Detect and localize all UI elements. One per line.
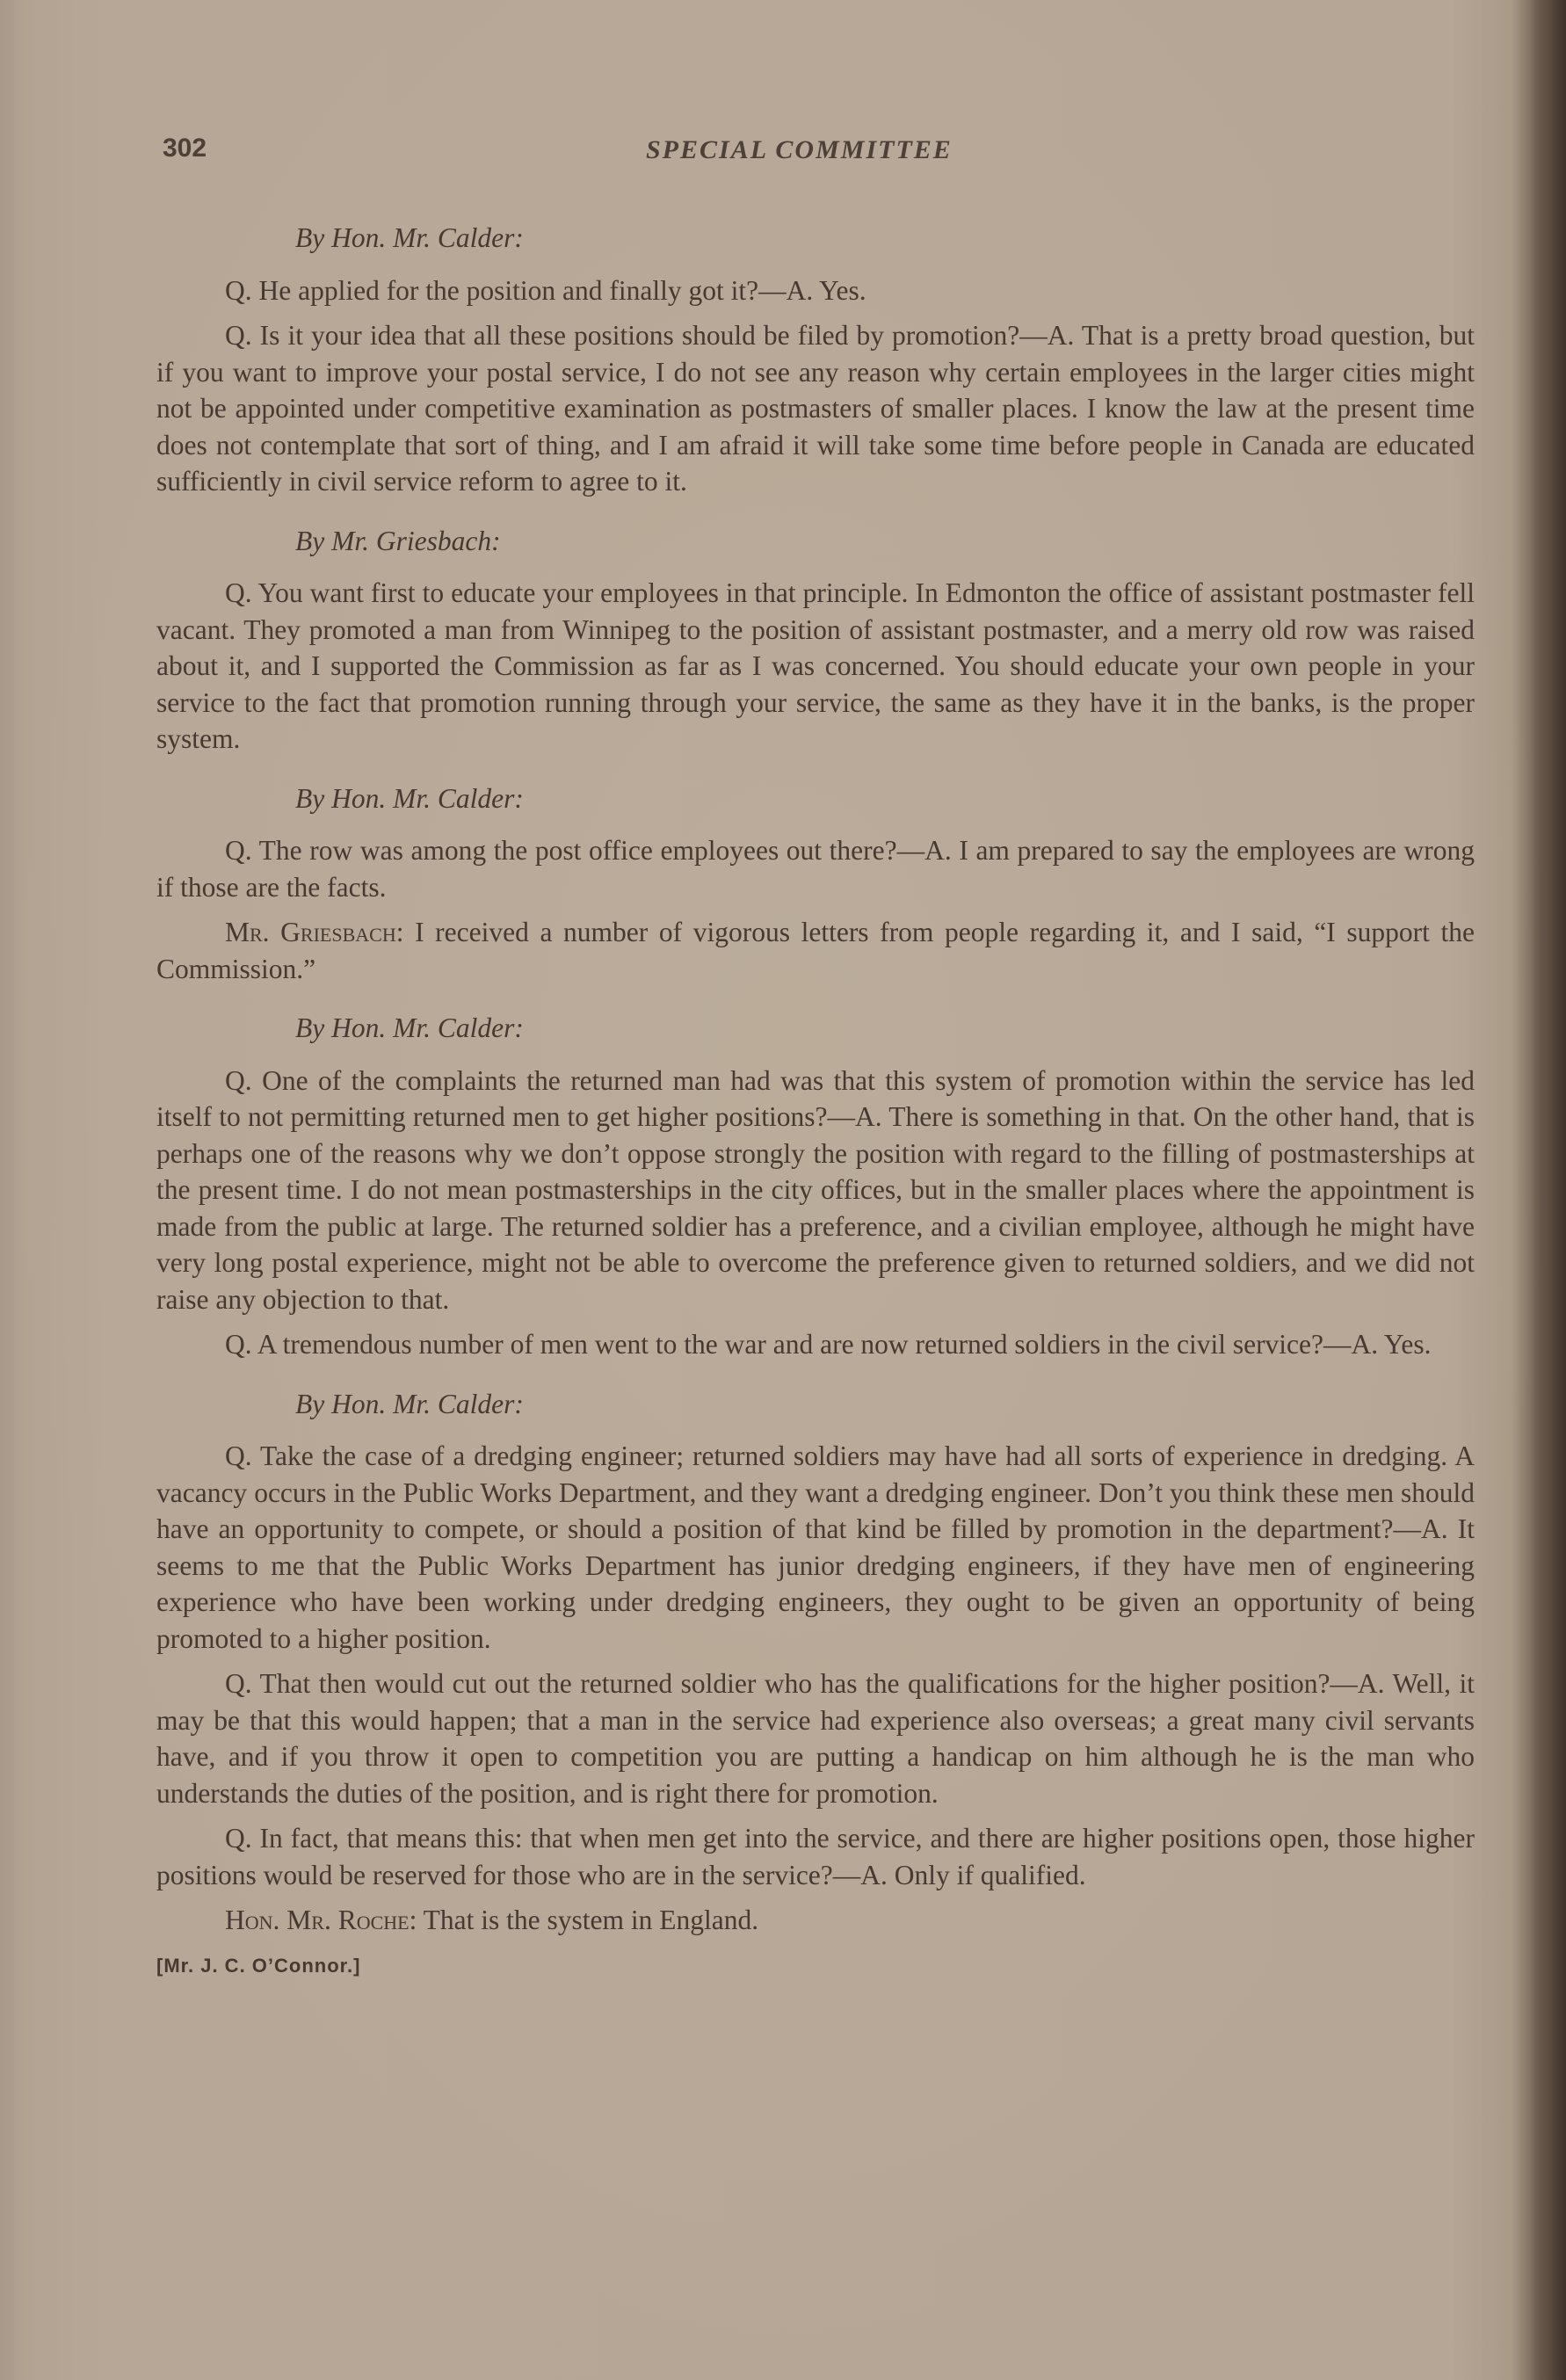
speaker-heading: By Hon. Mr. Calder: bbox=[295, 782, 524, 814]
transcript-body bbox=[156, 220, 1475, 1984]
book-spine-shadow bbox=[1531, 0, 1566, 2380]
page-header bbox=[163, 132, 1498, 176]
paragraph-statement bbox=[156, 1902, 1475, 1939]
statement-text: : That is the system in England. bbox=[409, 1905, 759, 1935]
statement-text: : I received a number of vigorous letters from people regarding it, and I said, “I support the Commission.” bbox=[156, 917, 1475, 984]
paragraph: Q. One of the complaints the returned man had was that this system of promotion within the service has led itself to not permitting returned men to get higher positions?—A. There is something in that. On the other hand, that is perhaps one of the reasons why we don’t oppose strongly the position with regard to the filling of postmasterships at the present time. I do not mean postmasterships in the city offices, but in the smaller places where the appointment is made from the public at large. The returned soldier has a preference, and a civilian employee, although he might have very long postal experience, might not be able to overcome the preference given to returned soldiers, and we did not raise any objection to that. bbox=[156, 1064, 1475, 1315]
paragraph: Q. You want first to educate your employees in that principle. In Edmonton the office of assistant postmaster fell vacant. They promoted a man from Winnipeg to the position of assistant postmaster, and a merry old row was raised about it, and I supported the Commission as far as I was concerned. You should educate your own people in your service to the fact that promotion running through your service, the same as they have it in the banks, is the proper system. bbox=[156, 577, 1475, 754]
speaker-name: Mr. Griesbach bbox=[225, 917, 396, 947]
paragraph: Q. Is it your idea that all these positions should be filed by promotion?—A. That is a pretty broad question, but if you want to improve your postal service, I do not see any reason why certain employees in the larger cities might not be appointed under competitive examination as postmasters of smaller places. I know the law at the present time does not contemplate that sort of thing, and I am afraid it will take some time before people in Canada are educated sufficiently in civil service reform to agree to it. bbox=[156, 320, 1475, 497]
paragraph: Q. A tremendous number of men went to the war and are now returned soldiers in the civil service?—A. Yes. bbox=[225, 1329, 1432, 1360]
speaker-heading: By Hon. Mr. Calder: bbox=[295, 222, 524, 253]
paragraph: Q. In fact, that means this: that when men get into the service, and there are higher positions open, those higher positions would be reserved for those who are in the service?—A. Only if qualified. bbox=[156, 1823, 1475, 1890]
page-number: 302 bbox=[163, 134, 207, 163]
paragraph: Q. That then would cut out the returned soldier who has the qualifications for the higher position?—A. Well, it may be that this would happen; that a man in the service had experience also overseas; a great many civil servants have, and if you throw it open to competition you are putting a handicap on him although he is the man who understands the duties of the position, and is right there for promotion. bbox=[156, 1668, 1475, 1809]
paragraph: Q. He applied for the position and finally got it?—A. Yes. bbox=[225, 274, 866, 306]
paragraph: Q. The row was among the post office employees out there?—A. I am prepared to say the employees are wrong if those are the facts. bbox=[156, 835, 1475, 903]
speaker-heading: By Hon. Mr. Calder: bbox=[295, 1388, 524, 1419]
paragraph: Q. Take the case of a dredging engineer; returned soldiers may have had all sorts of experience in dredging. A vacancy occurs in the Public Works Department, and they want a dredging engineer. Don’t you think these men should have an opportunity to compete, or should a position of that kind be filled by promotion in the department?—A. It seems to me that the Public Works Department has junior dredging engineers, if they have men of engineering experience who have been working under dredging engineers, they ought to be given an opportunity of being promoted to a higher position. bbox=[156, 1440, 1475, 1654]
witness-note: [Mr. J. C. O’Connor.] bbox=[156, 1954, 361, 1977]
running-title: SPECIAL COMMITTEE bbox=[646, 135, 953, 164]
paragraph-statement bbox=[156, 914, 1475, 987]
speaker-name: Hon. Mr. Roche bbox=[225, 1905, 410, 1935]
speaker-heading: By Hon. Mr. Calder: bbox=[295, 1012, 524, 1043]
speaker-heading: By Mr. Griesbach: bbox=[295, 525, 501, 556]
